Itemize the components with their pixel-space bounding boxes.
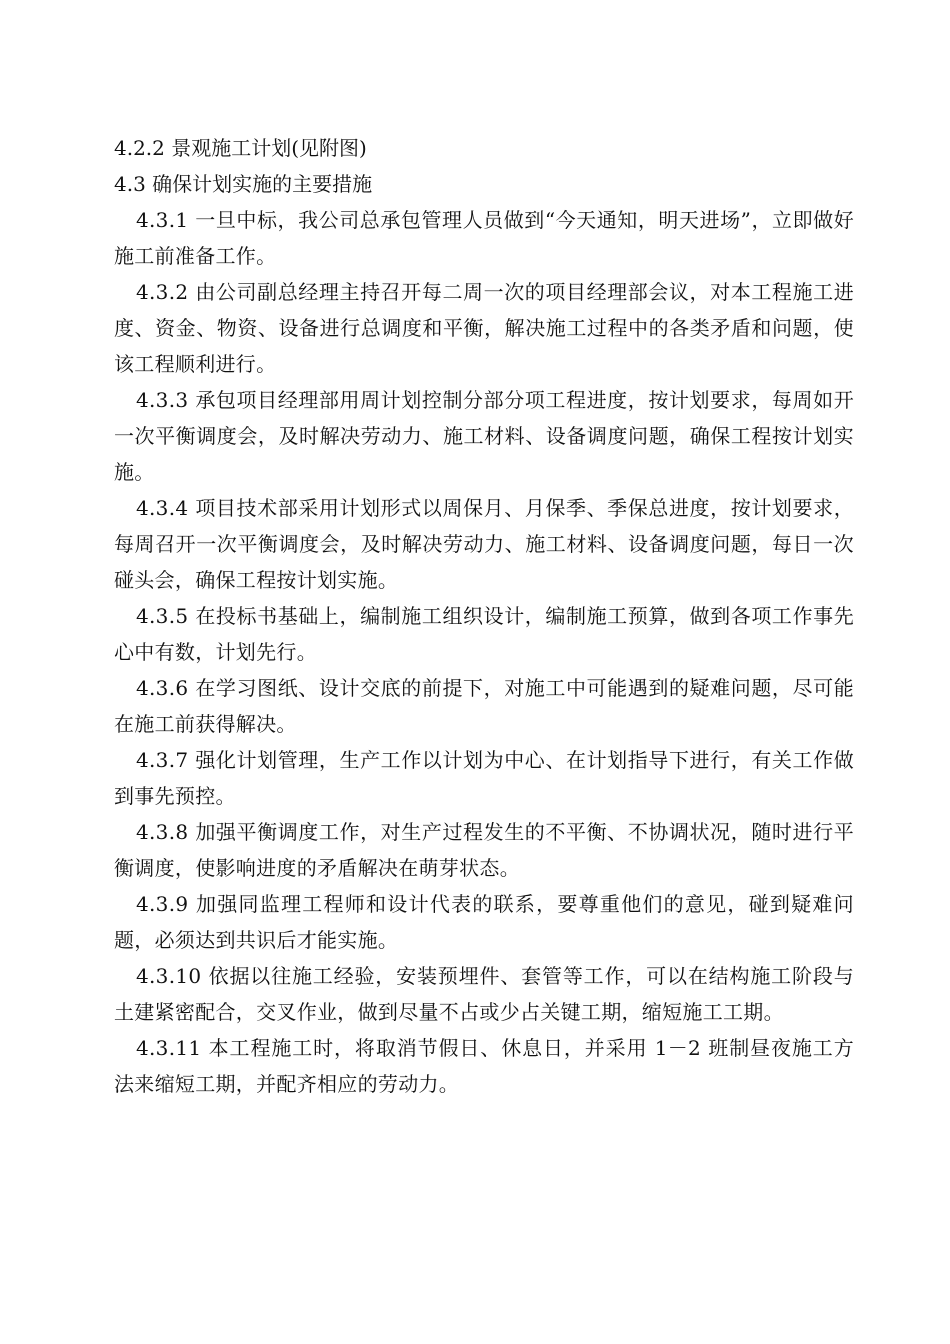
paragraph-4-3-10: 4.3.10 依据以往施工经验，安装预埋件、套管等工作，可以在结构施工阶段与土建紧密配合，交叉作业，做到尽量不占或少占关键工期，缩短施工工期。 bbox=[114, 964, 854, 1024]
paragraph-4-3-2: 4.3.2 由公司副总经理主持召开每二周一次的项目经理部会议，对本工程施工进度、资金、物资、设备进行总调度和平衡，解决施工过程中的各类矛盾和问题，使该工程顺利进行。 bbox=[114, 280, 854, 376]
document-page bbox=[114, 130, 854, 1102]
paragraph-4-3-4: 4.3.4 项目技术部采用计划形式以周保月、月保季、季保总进度，按计划要求，每周召开一次平衡调度会，及时解决劳动力、施工材料、设备调度问题，每日一次碰头会，确保工程按计划实施。 bbox=[114, 496, 854, 592]
paragraph-4-3-7: 4.3.7 强化计划管理，生产工作以计划为中心、在计划指导下进行，有关工作做到事先预控。 bbox=[114, 748, 854, 808]
paragraph-4-3-3: 4.3.3 承包项目经理部用周计划控制分部分项工程进度，按计划要求，每周如开一次平衡调度会，及时解决劳动力、施工材料、设备调度问题，确保工程按计划实施。 bbox=[114, 388, 854, 484]
section-heading-4-2-2: 4.2.2 景观施工计划(见附图) bbox=[114, 136, 367, 160]
paragraph-4-3-6: 4.3.6 在学习图纸、设计交底的前提下，对施工中可能遇到的疑难问题，尽可能在施工前获得解决。 bbox=[114, 676, 854, 736]
paragraph-4-3-5: 4.3.5 在投标书基础上，编制施工组织设计，编制施工预算，做到各项工作事先心中有数，计划先行。 bbox=[114, 604, 854, 664]
section-heading-4-3: 4.3 确保计划实施的主要措施 bbox=[114, 172, 373, 196]
paragraph-4-3-9: 4.3.9 加强同监理工程师和设计代表的联系，要尊重他们的意见，碰到疑难问题，必须达到共识后才能实施。 bbox=[114, 892, 854, 952]
paragraph-4-3-11: 4.3.11 本工程施工时，将取消节假日、休息日，并采用 1－2 班制昼夜施工方法来缩短工期，并配齐相应的劳动力。 bbox=[114, 1036, 854, 1096]
paragraph-4-3-1: 4.3.1 一旦中标，我公司总承包管理人员做到“今天通知，明天进场”，立即做好施工前准备工作。 bbox=[114, 208, 854, 268]
paragraph-4-3-8: 4.3.8 加强平衡调度工作，对生产过程发生的不平衡、不协调状况，随时进行平衡调度，使影响进度的矛盾解决在萌芽状态。 bbox=[114, 820, 854, 880]
